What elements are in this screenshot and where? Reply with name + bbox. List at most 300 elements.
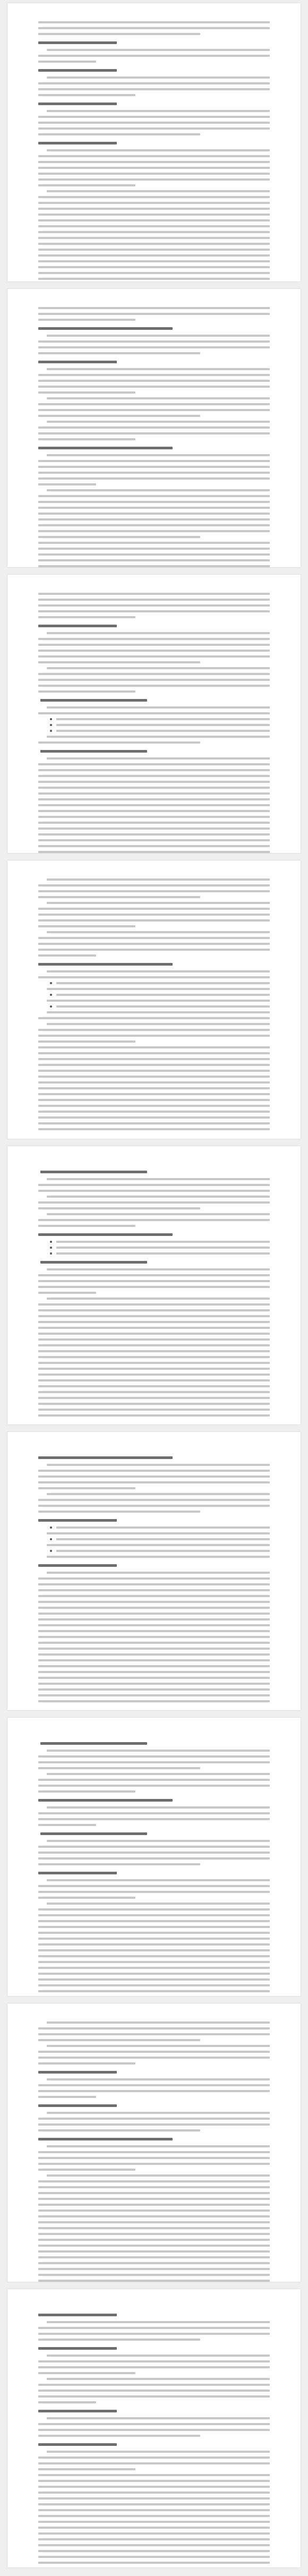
text-line xyxy=(38,1207,200,1209)
text-line xyxy=(38,2268,270,2270)
text-line xyxy=(38,1029,270,1031)
text-line xyxy=(38,1914,270,1916)
text-line xyxy=(38,769,270,771)
bullet-icon xyxy=(50,994,52,996)
text-line xyxy=(38,1280,270,1282)
text-line xyxy=(38,1344,270,1346)
text-line xyxy=(38,599,270,601)
text-line xyxy=(38,1897,135,1899)
text-line xyxy=(38,553,270,556)
text-line xyxy=(38,2123,270,2126)
text-line xyxy=(47,421,270,423)
text-line xyxy=(38,2327,270,2329)
list-item xyxy=(50,1526,270,1529)
text-line xyxy=(38,2186,270,2188)
text-line xyxy=(38,1613,270,1615)
text-line xyxy=(38,225,270,227)
text-line xyxy=(38,1303,270,1306)
text-line xyxy=(38,1767,200,1769)
section-heading xyxy=(38,625,117,627)
section-heading xyxy=(38,1564,117,1567)
text-line xyxy=(38,483,96,485)
text-line xyxy=(38,763,270,765)
text-line xyxy=(38,1093,270,1095)
text-line xyxy=(38,1470,270,1472)
bullet-icon xyxy=(50,1247,52,1249)
bullet-icon xyxy=(50,1526,52,1529)
text-line xyxy=(47,1903,270,1905)
text-line xyxy=(38,954,96,957)
text-line xyxy=(38,1818,270,1820)
document-page xyxy=(7,2289,301,2568)
text-line xyxy=(38,1577,270,1580)
text-line xyxy=(47,1196,270,1198)
text-line xyxy=(38,610,270,612)
section-heading xyxy=(38,447,173,449)
text-line xyxy=(38,2129,200,2131)
text-line xyxy=(38,638,270,640)
text-line xyxy=(38,1659,270,1661)
text-line xyxy=(47,1178,270,1180)
text-line xyxy=(38,507,270,509)
text-line xyxy=(38,2497,270,2500)
text-line xyxy=(47,1023,270,1025)
text-line xyxy=(38,2366,270,2368)
text-line xyxy=(38,2468,135,2470)
text-line xyxy=(38,845,270,847)
text-line xyxy=(38,655,270,658)
text-line xyxy=(38,1908,270,1910)
text-line xyxy=(38,1955,270,1957)
list-item xyxy=(50,982,270,984)
text-line xyxy=(38,1630,270,1632)
text-line xyxy=(47,1572,270,1574)
list-item xyxy=(50,1247,270,1249)
text-line xyxy=(38,792,270,795)
text-line xyxy=(47,2021,270,2024)
section-heading xyxy=(38,103,117,105)
text-line xyxy=(38,2221,270,2223)
text-line xyxy=(38,202,270,204)
text-line xyxy=(38,2151,270,2153)
text-line xyxy=(38,2550,270,2552)
text-line xyxy=(38,1403,270,1405)
text-line xyxy=(38,61,96,63)
text-line xyxy=(47,1773,270,1775)
text-line xyxy=(47,1000,270,1002)
text-line xyxy=(38,890,270,892)
text-line xyxy=(38,1583,270,1585)
text-line xyxy=(38,2456,270,2459)
text-line xyxy=(38,604,270,607)
section-heading xyxy=(38,1872,117,1874)
text-line xyxy=(38,2210,270,2212)
text-line xyxy=(47,454,270,456)
text-line xyxy=(38,1315,270,1317)
list-item xyxy=(50,730,270,732)
section-heading xyxy=(38,2347,117,2350)
text-line xyxy=(38,1824,96,1826)
text-line xyxy=(47,1464,270,1466)
text-line xyxy=(38,1601,270,1603)
text-line xyxy=(38,1409,270,1411)
text-line xyxy=(56,724,270,726)
text-line xyxy=(47,706,270,709)
text-line xyxy=(38,167,270,169)
text-line xyxy=(38,1190,270,1192)
text-line xyxy=(38,2051,270,2053)
text-line xyxy=(38,2163,270,2165)
text-line xyxy=(38,1648,270,1650)
text-line xyxy=(47,335,270,337)
section-heading xyxy=(38,69,117,72)
text-line xyxy=(47,757,270,760)
text-line xyxy=(38,1111,270,1113)
text-line xyxy=(38,1891,270,1893)
text-line xyxy=(38,346,270,348)
text-line xyxy=(38,33,200,35)
section-heading xyxy=(40,699,147,702)
text-line xyxy=(47,489,270,491)
text-line xyxy=(47,2045,270,2047)
text-line xyxy=(38,2527,270,2529)
list-item xyxy=(50,994,270,996)
text-line xyxy=(38,1040,135,1043)
text-line xyxy=(38,851,270,853)
text-line xyxy=(47,878,270,881)
bullet-icon xyxy=(50,730,52,732)
text-line xyxy=(38,127,270,130)
text-line xyxy=(38,260,270,262)
text-line xyxy=(38,937,270,939)
text-line xyxy=(38,27,270,29)
text-line xyxy=(38,466,270,468)
text-line xyxy=(38,1812,270,1814)
text-line xyxy=(38,386,270,388)
text-line xyxy=(38,2280,270,2282)
text-line xyxy=(38,1978,270,1981)
text-line xyxy=(38,307,270,309)
text-line xyxy=(38,2390,270,2392)
text-line xyxy=(38,155,270,157)
text-line xyxy=(38,1321,270,1323)
text-line xyxy=(47,1556,270,1558)
text-line xyxy=(38,208,270,210)
text-line xyxy=(38,2515,270,2517)
text-line xyxy=(38,254,270,257)
text-line xyxy=(38,976,270,978)
text-line xyxy=(38,1677,270,1679)
text-line xyxy=(38,1642,270,1644)
text-line xyxy=(47,2321,270,2323)
text-line xyxy=(38,536,200,538)
text-line xyxy=(38,1688,270,1691)
text-line xyxy=(38,798,270,800)
text-line xyxy=(38,816,270,818)
text-line xyxy=(38,88,270,90)
text-line xyxy=(38,219,270,221)
text-line xyxy=(38,2435,200,2437)
bullet-icon xyxy=(50,1241,52,1243)
text-line xyxy=(38,839,270,841)
text-line xyxy=(38,2532,270,2535)
text-line xyxy=(38,1105,270,1107)
text-line xyxy=(38,2245,270,2247)
text-line xyxy=(38,1671,270,1673)
text-line xyxy=(38,272,270,274)
text-line xyxy=(38,2521,270,2523)
text-line xyxy=(38,1511,200,1513)
list-item xyxy=(50,1252,270,1255)
text-line xyxy=(38,810,270,812)
list-item xyxy=(50,1550,270,1552)
text-line xyxy=(38,501,270,503)
text-line xyxy=(38,914,270,916)
section-heading xyxy=(40,1832,147,1835)
text-line xyxy=(38,1017,270,1019)
text-line xyxy=(38,1374,270,1376)
document-page xyxy=(7,289,301,567)
text-line xyxy=(47,1544,270,1546)
text-line xyxy=(38,908,270,910)
text-line xyxy=(38,1058,270,1060)
text-line xyxy=(38,391,135,394)
text-line xyxy=(56,1538,270,1540)
text-line xyxy=(56,730,270,732)
text-line xyxy=(47,1879,270,1881)
text-line xyxy=(38,178,270,181)
text-line xyxy=(47,2112,270,2114)
section-heading xyxy=(40,1171,147,1173)
text-line xyxy=(47,76,270,79)
text-line xyxy=(38,2033,270,2035)
text-line xyxy=(38,1857,270,1860)
text-line xyxy=(56,718,270,720)
text-line xyxy=(38,787,270,789)
text-line xyxy=(38,427,270,429)
text-line xyxy=(47,1493,270,1495)
text-line xyxy=(38,2250,270,2253)
text-line xyxy=(47,49,270,51)
section-heading xyxy=(38,142,117,144)
list-item xyxy=(50,1538,270,1540)
text-line xyxy=(38,1694,270,1696)
text-line xyxy=(38,2215,270,2217)
section-heading xyxy=(40,1261,147,1264)
text-line xyxy=(38,2333,270,2335)
text-line xyxy=(38,1961,270,1963)
text-line xyxy=(38,380,270,382)
text-line xyxy=(38,565,270,567)
text-line xyxy=(38,1607,270,1609)
text-line xyxy=(38,2262,270,2264)
text-line xyxy=(38,1076,270,1078)
text-line xyxy=(38,340,270,343)
text-line xyxy=(38,2486,270,2488)
text-line xyxy=(38,919,270,922)
text-line xyxy=(38,2360,270,2362)
text-line xyxy=(38,495,270,497)
text-line xyxy=(38,513,270,515)
text-line xyxy=(38,1225,135,1227)
text-line xyxy=(38,278,270,280)
text-line xyxy=(38,1070,270,1072)
text-line xyxy=(38,679,270,681)
text-line xyxy=(38,943,270,945)
text-line xyxy=(38,542,270,544)
text-line xyxy=(38,530,270,532)
text-line xyxy=(38,685,270,687)
text-line xyxy=(38,313,270,315)
text-line xyxy=(38,1665,270,1667)
bullet-icon xyxy=(50,1252,52,1255)
text-line xyxy=(38,1481,270,1483)
text-line xyxy=(38,2118,270,2120)
text-line xyxy=(38,775,270,777)
text-line xyxy=(38,1949,270,1951)
text-line xyxy=(38,1984,270,1986)
text-line xyxy=(38,1099,270,1101)
text-line xyxy=(38,1683,270,1685)
text-line xyxy=(47,902,270,904)
text-line xyxy=(38,1201,270,1204)
text-line xyxy=(56,982,270,984)
text-line xyxy=(38,1350,270,1352)
text-line xyxy=(38,82,270,84)
text-line xyxy=(38,712,270,714)
text-line xyxy=(38,2556,270,2558)
document-page xyxy=(7,3,301,282)
text-line xyxy=(38,2384,270,2386)
text-line xyxy=(38,1274,270,1276)
text-line xyxy=(38,2480,270,2482)
text-line xyxy=(38,438,135,440)
text-line xyxy=(38,1943,270,1946)
section-heading xyxy=(38,1799,173,1802)
text-line xyxy=(38,644,270,646)
text-line xyxy=(47,1011,270,1013)
text-line xyxy=(38,2274,270,2276)
text-line xyxy=(38,1046,270,1048)
text-line xyxy=(38,2372,135,2374)
section-heading xyxy=(38,2443,117,2446)
text-line xyxy=(38,403,270,405)
text-line xyxy=(38,1990,270,1992)
text-line xyxy=(38,1081,270,1084)
text-line xyxy=(38,2423,270,2425)
text-line xyxy=(38,231,270,233)
text-line xyxy=(38,2509,270,2511)
text-line xyxy=(38,1790,135,1793)
text-line xyxy=(38,2090,270,2092)
text-line xyxy=(38,1618,270,1620)
list-item xyxy=(50,1241,270,1243)
text-line xyxy=(38,116,270,118)
text-line xyxy=(47,1213,270,1215)
list-item xyxy=(50,724,270,726)
text-line xyxy=(38,593,270,595)
text-line xyxy=(38,2198,270,2200)
text-line xyxy=(38,1286,270,1288)
text-line xyxy=(47,149,270,151)
text-line xyxy=(38,741,200,744)
text-line xyxy=(38,2233,270,2235)
text-line xyxy=(38,1920,270,1922)
document-page xyxy=(7,2003,301,2282)
text-line xyxy=(38,266,270,268)
text-line xyxy=(38,673,270,675)
text-line xyxy=(38,1475,270,1478)
text-line xyxy=(47,667,270,669)
text-line xyxy=(38,1487,135,1489)
text-line xyxy=(47,190,270,192)
text-line xyxy=(38,884,270,886)
text-line xyxy=(38,2180,270,2182)
text-line xyxy=(38,925,135,927)
text-line xyxy=(47,2078,270,2080)
text-line xyxy=(38,1333,270,1335)
text-line xyxy=(38,196,270,198)
text-line xyxy=(38,122,270,124)
text-line xyxy=(38,833,270,835)
text-line xyxy=(38,1932,270,1934)
bullet-icon xyxy=(50,724,52,726)
text-line xyxy=(56,994,270,996)
text-line xyxy=(38,173,270,175)
text-line xyxy=(38,2538,270,2540)
text-line xyxy=(38,1595,270,1597)
text-line xyxy=(38,690,135,693)
bullet-icon xyxy=(50,982,52,984)
text-line xyxy=(38,432,270,434)
section-heading xyxy=(40,750,147,753)
text-line xyxy=(38,559,270,561)
text-line xyxy=(38,2169,135,2171)
text-line xyxy=(38,2039,200,2041)
text-line xyxy=(38,1653,270,1656)
text-line xyxy=(47,2355,270,2357)
text-line xyxy=(38,1385,270,1387)
text-line xyxy=(38,548,270,550)
text-line xyxy=(38,518,270,521)
text-line xyxy=(38,472,270,474)
text-line xyxy=(47,2451,270,2453)
section-heading xyxy=(38,327,173,330)
list-item xyxy=(50,1005,270,1008)
text-line xyxy=(38,1926,270,1928)
text-line xyxy=(38,1589,270,1591)
text-line xyxy=(38,1973,270,1975)
text-line xyxy=(38,949,270,951)
text-line xyxy=(38,1846,270,1848)
document-page xyxy=(7,575,301,853)
bullet-icon xyxy=(50,1550,52,1552)
text-line xyxy=(38,214,270,216)
section-heading xyxy=(38,1519,117,1522)
text-line xyxy=(38,2096,96,2098)
text-line xyxy=(47,2145,270,2147)
text-line xyxy=(38,1292,96,1294)
text-line xyxy=(38,1368,270,1370)
text-line xyxy=(47,1268,270,1270)
document-page xyxy=(7,1146,301,1425)
text-line xyxy=(38,352,200,354)
text-line xyxy=(38,1863,200,1865)
text-line xyxy=(38,616,135,618)
text-line xyxy=(38,2503,270,2505)
text-line xyxy=(38,1379,270,1381)
text-line xyxy=(38,1755,270,1758)
